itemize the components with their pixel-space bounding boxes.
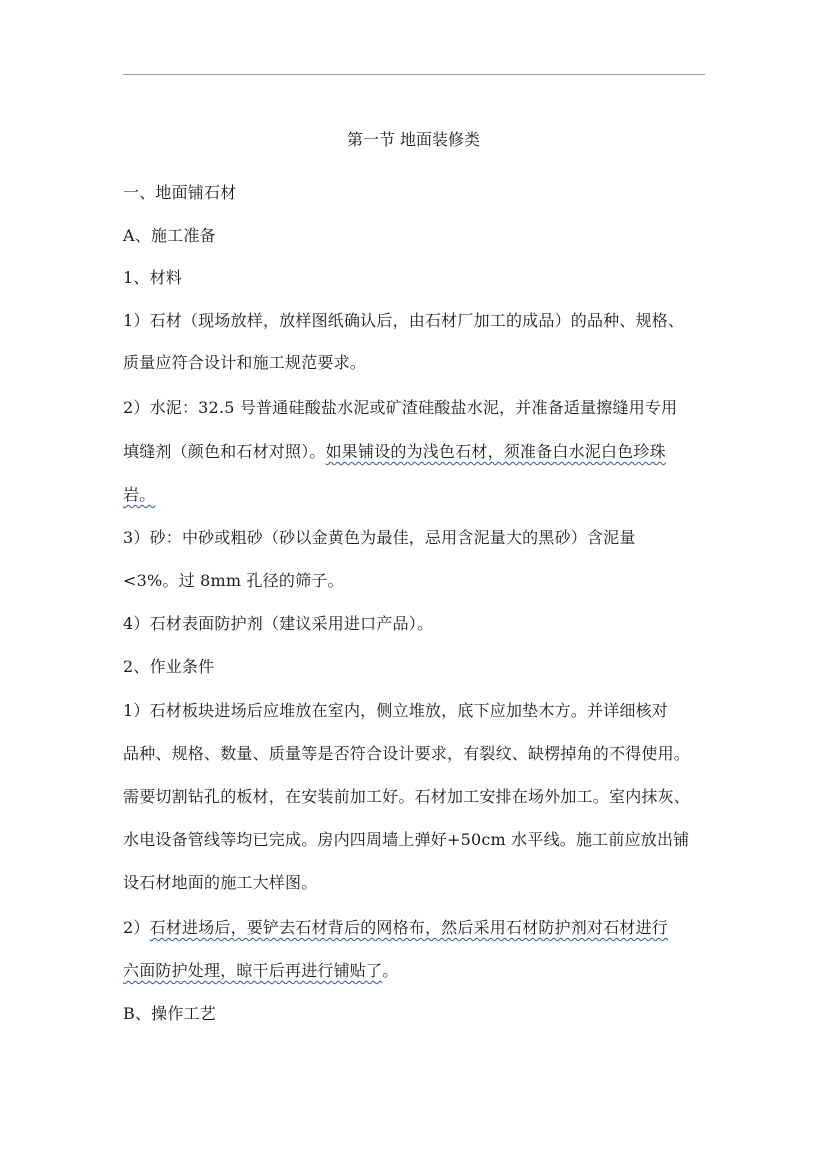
subsection-heading-b: B、操作工艺 [123,1004,216,1023]
paragraph-line: 1）石材板块进场后应堆放在室内，侧立堆放，底下应加垫木方。并详细核对 [123,701,668,720]
paragraph-line: 4）石材表面防护剂（建议采用进口产品）。 [123,614,434,633]
paragraph-line: 水电设备管线等均已完成。房内四周墙上弹好+50cm 水平线。施工前应放出铺 [123,830,690,849]
marked-text: 岩。 [123,485,156,504]
item-heading-materials: 1、材料 [123,268,182,287]
marked-text: 石材进场后，要铲去石材背后的网格布，然后采用石材防护剂对石材进行 [149,918,668,937]
paragraph-line: 1）石材（现场放样，放样图纸确认后，由石材厂加工的成品）的品种、规格、 [123,311,685,330]
paragraph-line: 品种、规格、数量、质量等是否符合设计要求，有裂纹、缺楞掉角的不得使用。 [123,744,691,763]
page-title: 第一节 地面装修类 [346,130,481,149]
marked-text: 六面防护处理，晾干后再进行铺贴了 [123,961,383,980]
paragraph-line [123,484,155,506]
paragraph-line: 2）水泥：32.5 号普通硅酸盐水泥或矿渣硅酸盐水泥，并准备适量擦缝用专用 [123,398,678,417]
paragraph-line [123,441,666,463]
item-heading-conditions: 2、作业条件 [123,657,215,676]
paragraph-line [123,917,668,939]
paragraph-text: 2） [123,918,150,937]
header-rule [123,74,705,75]
section-heading: 一、地面铺石材 [123,183,237,202]
paragraph-line: 3）砂：中砂或粗砂（砂以金黄色为最佳，忌用含泥量大的黑砂）含泥量 [123,528,636,547]
marked-text: 如果铺设的为浅色石材，须准备白水泥白色珍珠 [325,442,666,461]
paragraph-line: 设石材地面的施工大样图。 [123,873,318,892]
paragraph-line: 质量应符合设计和施工规范要求。 [123,353,367,372]
paragraph-text: 填缝剂（颜色和石材对照）。 [123,442,326,461]
paragraph-line: <3%。过 8mm 孔径的筛子。 [123,571,344,590]
paragraph-text: 。 [382,961,399,980]
paragraph-line: 需要切割钻孔的板材，在安装前加工好。石材加工安排在场外加工。室内抹灰、 [123,787,691,806]
paragraph-line [123,960,398,982]
subsection-heading-a: A、施工准备 [123,226,216,245]
